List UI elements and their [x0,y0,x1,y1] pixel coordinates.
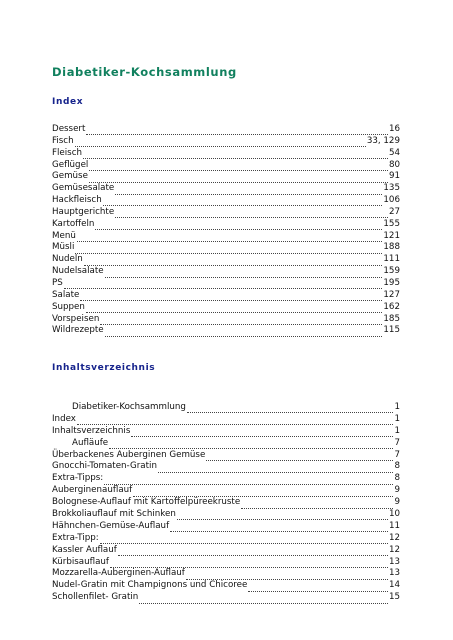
index-entry-page-number: 188 [383,242,400,253]
index-entry-label: Fleisch [52,147,82,158]
toc-entry-page-number: 1 [394,425,400,436]
toc-entry[interactable] [52,426,400,438]
index-entry[interactable] [52,195,400,207]
dot-leader [80,292,382,301]
index-entry-page-number: 121 [383,230,400,241]
index-entry-label: Fisch [52,135,74,146]
toc-entry[interactable] [52,509,400,521]
toc-entry-page-number: 13 [388,556,400,567]
toc-entry[interactable] [52,521,400,533]
dot-leader [100,316,382,325]
index-entry-label: Menü [52,230,76,241]
toc-entry-label: Index [52,413,76,424]
dot-leader [86,304,383,313]
index-entry-label: Hackfleisch [52,195,102,206]
index-entry-label: Hauptgerichte [52,206,115,217]
dot-leader [109,440,393,449]
toc-entry-label: Brokkoliauflauf mit Schinken [52,509,176,520]
dot-leader [105,269,383,278]
index-entry-page-number: 135 [383,183,400,194]
toc-entry[interactable] [52,533,400,545]
index-entry-page-number: 80 [388,159,400,170]
index-entry[interactable] [52,314,400,326]
toc-entry[interactable] [52,450,400,462]
dot-leader [133,488,393,497]
toc-entry-page-number: 1 [394,402,400,412]
index-entry-label: Geflügel [52,159,89,170]
toc-entry-page-number: 15 [388,592,400,603]
dot-leader [115,186,382,195]
toc-entry-label: Auberginenauflauf [52,485,133,496]
dot-leader [131,428,393,437]
dot-leader [187,404,394,413]
index-entry[interactable] [52,325,400,337]
dot-leader [139,595,388,604]
index-entry[interactable] [52,231,400,243]
index-entry-page-number: 195 [383,277,400,288]
index-entry[interactable] [52,242,400,254]
index-entry-page-number: 27 [388,206,400,217]
dot-leader [89,162,388,171]
dot-leader [177,511,388,520]
toc-entry-label: Diabetiker-Kochsammlung [72,402,186,412]
dot-leader [118,547,388,556]
toc-entry[interactable] [52,438,400,450]
index-entry-label: Gemüse [52,171,88,182]
toc-entry-label: Nudel-Gratin mit Champignons und Chicoree [52,580,248,591]
toc-entry-page-number: 11 [388,520,400,531]
toc-entry-label: Mozzarella-Auberginen-Auflauf [52,568,185,579]
index-entry[interactable] [52,160,400,172]
toc-entry-label: Gnocchi-Tomaten-Gratin [52,461,157,472]
toc-entry-page-number: 7 [394,449,400,460]
toc-entry[interactable] [52,592,400,604]
index-entry-label: Wildrezepte [52,325,104,336]
index-entry[interactable] [52,266,400,278]
toc-entry-page-number: 9 [394,485,400,496]
toc-entry[interactable] [52,580,400,592]
toc-entry-label: Schollenfilet- Gratin [52,592,139,603]
index-entry-page-number: 91 [388,171,400,182]
dot-leader [83,150,388,159]
toc-entry-label: Extra-Tipp: [52,532,99,543]
index-entry-page-number: 155 [383,218,400,229]
dot-leader [86,126,388,135]
index-entry-page-number: 115 [383,325,400,336]
index-entry[interactable] [52,254,400,266]
toc-entry[interactable] [52,402,400,414]
index-entry-label: PS [52,277,63,288]
index-entry-label: Müsli [52,242,75,253]
toc-entry-label: Aufläufe [72,437,109,448]
toc-entry-label: Inhaltsverzeichnis [52,425,131,436]
dot-leader [105,328,383,337]
toc-entry[interactable] [52,461,400,473]
index-entry-label: Kartoffeln [52,218,95,229]
index-entry[interactable] [52,136,400,148]
toc-entry[interactable] [52,568,400,580]
toc-entry[interactable] [52,557,400,569]
index-entry-label: Dessert [52,124,86,134]
index-entry[interactable] [52,148,400,160]
index-entry-page-number: 185 [383,313,400,324]
index-entry-page-number: 159 [383,266,400,277]
index-list [52,124,400,337]
toc-entry-page-number: 10 [388,509,400,520]
index-entry-label: Vorspeisen [52,313,100,324]
dot-leader [64,280,383,289]
dot-leader [75,138,366,147]
toc-entry[interactable] [52,473,400,485]
dot-leader [104,476,393,485]
toc-entry-label: Bolognese-Auflauf mit Kartoffelpüreekruste [52,497,241,508]
toc-entry-page-number: 14 [388,580,400,591]
dot-leader [170,523,388,532]
toc-entry-label: Kürbisauflauf [52,556,109,567]
index-entry-page-number: 33, 129 [366,135,400,146]
dot-leader [110,559,388,568]
dot-leader [115,209,388,218]
toc-entry-label: Hähnchen-Gemüse-Auflauf [52,520,170,531]
toc-entry-page-number: 13 [388,568,400,579]
index-entry-label: Suppen [52,301,85,312]
index-heading: Index [52,97,84,107]
index-entry-page-number: 111 [383,254,400,265]
index-entry[interactable] [52,290,400,302]
dot-leader [89,174,388,183]
index-entry-page-number: 162 [383,301,400,312]
index-entry-page-number: 127 [383,289,400,300]
dot-leader [84,257,383,266]
dot-leader [186,571,388,580]
toc-entry-page-number: 12 [388,544,400,555]
index-entry[interactable] [52,302,400,314]
toc-entry-page-number: 8 [394,473,400,484]
dot-leader [77,233,383,242]
dot-leader [158,464,394,473]
index-entry-label: Nudeln [52,254,83,265]
index-entry[interactable] [52,124,400,136]
toc-entry-page-number: 12 [388,532,400,543]
dot-leader [206,452,393,461]
dot-leader [103,197,383,206]
dot-leader [95,221,382,230]
index-entry-page-number: 16 [388,124,400,134]
document-title: Diabetiker-Kochsammlung [52,65,237,79]
toc-entry-page-number: 8 [394,461,400,472]
toc-entry-label: Überbackenes Auberginen Gemüse [52,449,206,460]
dot-leader [248,583,388,592]
index-entry[interactable] [52,278,400,290]
toc-entry-label: Kassler Auflauf [52,544,117,555]
toc-heading: Inhaltsverzeichnis [52,363,156,373]
toc-entry[interactable] [52,485,400,497]
toc-entry[interactable] [52,545,400,557]
index-entry-label: Gemüsesalate [52,183,115,194]
index-entry-label: Salate [52,289,80,300]
dot-leader [77,416,394,425]
index-entry[interactable] [52,183,400,195]
index-entry-page-number: 54 [388,147,400,158]
dot-leader [100,535,388,544]
dot-leader [75,245,382,254]
toc-entry[interactable] [52,414,400,426]
index-entry-page-number: 106 [383,195,400,206]
index-entry[interactable] [52,219,400,231]
index-entry-label: Nudelsalate [52,266,104,277]
dot-leader [241,500,393,509]
toc-entry-page-number: 1 [394,413,400,424]
toc-list [52,402,400,604]
toc-entry-page-number: 7 [394,437,400,448]
index-entry[interactable] [52,171,400,183]
toc-entry[interactable] [52,497,400,509]
toc-entry-page-number: 9 [394,497,400,508]
index-entry[interactable] [52,207,400,219]
toc-entry-label: Extra-Tipps: [52,473,104,484]
